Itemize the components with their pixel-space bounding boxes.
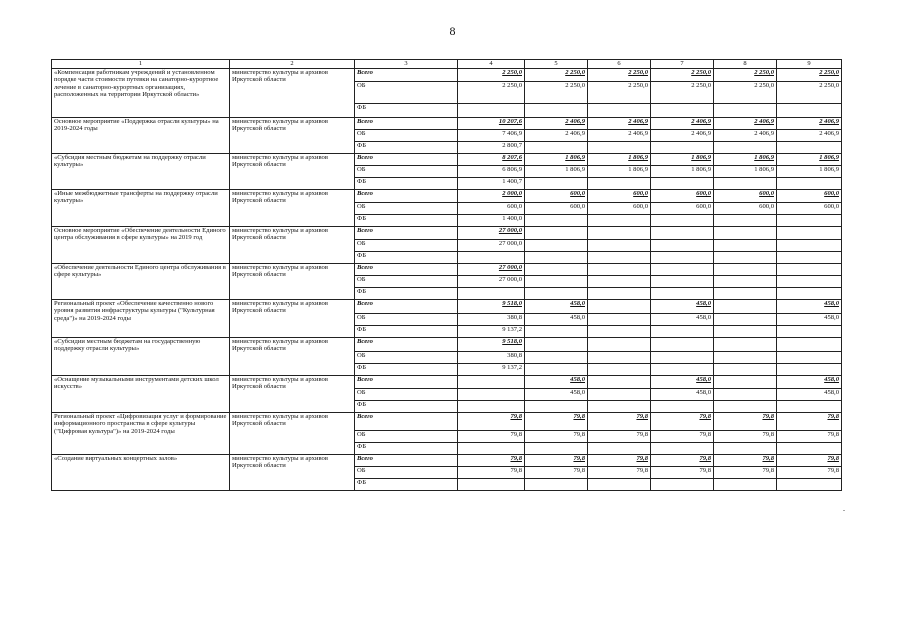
funding-source-cell: ФБ bbox=[355, 141, 458, 153]
amount-cell: 2 250,0 bbox=[714, 68, 777, 81]
funding-source-cell: ФБ bbox=[355, 103, 458, 117]
amount-cell bbox=[777, 263, 842, 275]
amount-cell bbox=[525, 287, 588, 299]
event-name-cell: «Иные межбюджетные трансферты на поддержку отрасли культуры» bbox=[52, 189, 230, 226]
amount-cell bbox=[525, 442, 588, 454]
column-header: 4 bbox=[458, 60, 525, 69]
funding-source-cell: ОБ bbox=[355, 430, 458, 442]
funding-source-cell: ОБ bbox=[355, 239, 458, 251]
funding-source-cell: ОБ bbox=[355, 165, 458, 177]
amount-cell bbox=[588, 375, 651, 388]
amount-cell bbox=[714, 313, 777, 325]
amount-cell bbox=[588, 263, 651, 275]
amount-cell: 79,8 bbox=[777, 466, 842, 478]
amount-cell bbox=[777, 287, 842, 299]
amount-cell: 27 000,0 bbox=[458, 275, 525, 287]
amount-cell: 2 250,0 bbox=[588, 68, 651, 81]
funding-source-cell: ФБ bbox=[355, 287, 458, 299]
amount-cell: 2 250,0 bbox=[458, 81, 525, 103]
amount-cell bbox=[458, 375, 525, 388]
amount-cell: 1 806,9 bbox=[651, 165, 714, 177]
funding-table bbox=[51, 59, 842, 491]
table-row bbox=[52, 189, 842, 202]
amount-cell bbox=[525, 239, 588, 251]
funding-source-cell: ФБ bbox=[355, 325, 458, 337]
amount-cell bbox=[714, 287, 777, 299]
amount-cell: 1 806,9 bbox=[588, 153, 651, 165]
amount-cell bbox=[777, 325, 842, 337]
amount-cell bbox=[651, 442, 714, 454]
event-name-cell: Региональный проект «Цифровизация услуг и формирование информационного пространства в сфере культуры ("Цифровая культура")» на 2019-2024 годы bbox=[52, 412, 230, 454]
amount-cell bbox=[588, 275, 651, 287]
amount-cell: 27 000,0 bbox=[458, 239, 525, 251]
amount-cell bbox=[777, 351, 842, 363]
amount-cell: 2 250,0 bbox=[777, 68, 842, 81]
amount-cell: 79,8 bbox=[588, 430, 651, 442]
header-row bbox=[52, 60, 842, 69]
amount-cell bbox=[458, 400, 525, 412]
amount-cell bbox=[588, 478, 651, 490]
amount-cell: 79,8 bbox=[714, 466, 777, 478]
amount-cell: 9 518,0 bbox=[458, 299, 525, 313]
amount-cell: 1 806,9 bbox=[777, 165, 842, 177]
responsible-org-cell: министерство культуры и архивов Иркутской области bbox=[230, 117, 355, 153]
funding-source-cell: Всего bbox=[355, 226, 458, 239]
amount-cell bbox=[651, 103, 714, 117]
funding-source-cell: ОБ bbox=[355, 313, 458, 325]
responsible-org-cell: министерство культуры и архивов Иркутской области bbox=[230, 454, 355, 490]
amount-cell bbox=[458, 388, 525, 400]
column-header: 8 bbox=[714, 60, 777, 69]
amount-cell bbox=[588, 251, 651, 263]
event-name-cell: «Оснащение музыкальными инструментами детских школ искусств» bbox=[52, 375, 230, 412]
amount-cell: 600,0 bbox=[777, 202, 842, 214]
amount-cell: 1 806,9 bbox=[651, 153, 714, 165]
amount-cell bbox=[714, 251, 777, 263]
amount-cell: 2 250,0 bbox=[777, 81, 842, 103]
responsible-org-cell: министерство культуры и архивов Иркутской области bbox=[230, 412, 355, 454]
amount-cell bbox=[714, 214, 777, 226]
amount-cell: 1 806,9 bbox=[777, 153, 842, 165]
amount-cell: 600,0 bbox=[651, 202, 714, 214]
event-name-cell: «Компенсация работникам учреждений и установленном порядке части стоимости путевки на санаторно-курортное лечение в санаторно-курортных организациях, расположенных на территории Иркутской области» bbox=[52, 68, 230, 117]
amount-cell bbox=[777, 177, 842, 189]
amount-cell bbox=[458, 478, 525, 490]
amount-cell bbox=[588, 287, 651, 299]
amount-cell bbox=[588, 400, 651, 412]
amount-cell: 79,8 bbox=[588, 466, 651, 478]
amount-cell bbox=[777, 239, 842, 251]
column-header: 9 bbox=[777, 60, 842, 69]
amount-cell: 458,0 bbox=[777, 388, 842, 400]
amount-cell bbox=[651, 214, 714, 226]
amount-cell bbox=[777, 214, 842, 226]
amount-cell bbox=[525, 478, 588, 490]
amount-cell bbox=[588, 337, 651, 351]
funding-source-cell: ФБ bbox=[355, 363, 458, 375]
amount-cell bbox=[525, 177, 588, 189]
amount-cell: 1 806,9 bbox=[714, 153, 777, 165]
funding-source-cell: ОБ bbox=[355, 202, 458, 214]
amount-cell bbox=[714, 337, 777, 351]
amount-cell bbox=[458, 251, 525, 263]
responsible-org-cell: министерство культуры и архивов Иркутской области bbox=[230, 189, 355, 226]
amount-cell: 2 250,0 bbox=[458, 68, 525, 81]
column-header: 1 bbox=[52, 60, 230, 69]
event-name-cell: Основное мероприятие «Обеспечение деятельности Единого центра обслуживания в сфере культуры» на 2019 год bbox=[52, 226, 230, 263]
amount-cell: 458,0 bbox=[651, 313, 714, 325]
funding-source-cell: Всего bbox=[355, 263, 458, 275]
amount-cell: 600,0 bbox=[777, 189, 842, 202]
amount-cell: 79,8 bbox=[714, 454, 777, 466]
amount-cell bbox=[588, 388, 651, 400]
table-row bbox=[52, 68, 842, 81]
table-row bbox=[52, 299, 842, 313]
event-name-cell: Региональный проект «Обеспечение качественно нового уровня развития инфраструктуры культуры ("Культурная среда")» на 2019-2024 годы bbox=[52, 299, 230, 337]
table-row bbox=[52, 375, 842, 388]
responsible-org-cell: министерство культуры и архивов Иркутской области bbox=[230, 68, 355, 117]
amount-cell: 27 000,0 bbox=[458, 226, 525, 239]
amount-cell bbox=[588, 351, 651, 363]
amount-cell bbox=[588, 239, 651, 251]
event-name-cell: «Субсидии местным бюджетам на государственную поддержку отрасли культуры» bbox=[52, 337, 230, 375]
amount-cell bbox=[651, 141, 714, 153]
amount-cell: 458,0 bbox=[525, 375, 588, 388]
amount-cell: 2 250,0 bbox=[651, 81, 714, 103]
amount-cell: 2 000,0 bbox=[458, 189, 525, 202]
amount-cell bbox=[588, 141, 651, 153]
amount-cell bbox=[588, 442, 651, 454]
amount-cell: 8 207,6 bbox=[458, 153, 525, 165]
amount-cell: 2 406,9 bbox=[714, 129, 777, 141]
amount-cell: 79,8 bbox=[458, 412, 525, 430]
amount-cell: 2 406,9 bbox=[588, 117, 651, 129]
amount-cell: 79,8 bbox=[525, 466, 588, 478]
event-name-cell: «Обеспечение деятельности Единого центра обслуживания в сфере культуры» bbox=[52, 263, 230, 299]
amount-cell: 458,0 bbox=[777, 299, 842, 313]
amount-cell bbox=[458, 287, 525, 299]
amount-cell bbox=[777, 226, 842, 239]
amount-cell bbox=[588, 226, 651, 239]
amount-cell bbox=[651, 400, 714, 412]
amount-cell: 2 406,9 bbox=[777, 129, 842, 141]
amount-cell bbox=[525, 337, 588, 351]
responsible-org-cell: министерство культуры и архивов Иркутской области bbox=[230, 299, 355, 337]
amount-cell bbox=[651, 263, 714, 275]
amount-cell: 2 406,9 bbox=[651, 129, 714, 141]
event-name-cell: Основное мероприятие «Поддержка отрасли культуры» на 2019-2024 годы bbox=[52, 117, 230, 153]
amount-cell bbox=[777, 337, 842, 351]
amount-cell bbox=[714, 478, 777, 490]
funding-source-cell: ОБ bbox=[355, 466, 458, 478]
funding-source-cell: ФБ bbox=[355, 251, 458, 263]
amount-cell: 1 806,9 bbox=[525, 153, 588, 165]
amount-cell bbox=[651, 177, 714, 189]
amount-cell bbox=[714, 363, 777, 375]
amount-cell bbox=[714, 299, 777, 313]
page-number: 8 bbox=[449, 24, 456, 38]
amount-cell: 79,8 bbox=[458, 454, 525, 466]
responsible-org-cell: министерство культуры и архивов Иркутской области bbox=[230, 263, 355, 299]
amount-cell bbox=[525, 103, 588, 117]
amount-cell bbox=[777, 103, 842, 117]
amount-cell bbox=[651, 351, 714, 363]
amount-cell bbox=[525, 214, 588, 226]
table-row bbox=[52, 454, 842, 466]
amount-cell bbox=[525, 263, 588, 275]
amount-cell: 79,8 bbox=[651, 430, 714, 442]
amount-cell bbox=[588, 177, 651, 189]
funding-source-cell: ФБ bbox=[355, 400, 458, 412]
funding-source-cell: ФБ bbox=[355, 442, 458, 454]
amount-cell bbox=[777, 363, 842, 375]
amount-cell bbox=[777, 478, 842, 490]
amount-cell: 600,0 bbox=[714, 189, 777, 202]
funding-source-cell: ОБ bbox=[355, 351, 458, 363]
table-row bbox=[52, 412, 842, 430]
amount-cell: 1 400,0 bbox=[458, 214, 525, 226]
amount-cell bbox=[777, 251, 842, 263]
amount-cell bbox=[651, 337, 714, 351]
amount-cell: 600,0 bbox=[525, 202, 588, 214]
amount-cell bbox=[458, 442, 525, 454]
amount-cell: 9 137,2 bbox=[458, 325, 525, 337]
amount-cell: 600,0 bbox=[714, 202, 777, 214]
amount-cell: 79,8 bbox=[651, 466, 714, 478]
amount-cell: 458,0 bbox=[651, 299, 714, 313]
funding-source-cell: Всего bbox=[355, 68, 458, 81]
amount-cell bbox=[714, 325, 777, 337]
amount-cell: 79,8 bbox=[458, 466, 525, 478]
amount-cell bbox=[588, 103, 651, 117]
amount-cell bbox=[525, 325, 588, 337]
amount-cell bbox=[651, 478, 714, 490]
amount-cell: 79,8 bbox=[777, 412, 842, 430]
amount-cell bbox=[714, 351, 777, 363]
funding-source-cell: Всего bbox=[355, 375, 458, 388]
responsible-org-cell: министерство культуры и архивов Иркутской области bbox=[230, 226, 355, 263]
table-body bbox=[52, 68, 842, 490]
amount-cell bbox=[714, 226, 777, 239]
amount-cell: 79,8 bbox=[777, 430, 842, 442]
table-row bbox=[52, 263, 842, 275]
amount-cell: 79,8 bbox=[458, 430, 525, 442]
amount-cell: 1 806,9 bbox=[525, 165, 588, 177]
amount-cell bbox=[651, 251, 714, 263]
amount-cell: 458,0 bbox=[651, 375, 714, 388]
amount-cell: 79,8 bbox=[714, 430, 777, 442]
amount-cell: 79,8 bbox=[777, 454, 842, 466]
amount-cell bbox=[777, 141, 842, 153]
funding-source-cell: ОБ bbox=[355, 81, 458, 103]
amount-cell: 2 406,9 bbox=[714, 117, 777, 129]
funding-source-cell: Всего bbox=[355, 153, 458, 165]
amount-cell bbox=[714, 103, 777, 117]
amount-cell bbox=[525, 351, 588, 363]
amount-cell: 79,8 bbox=[525, 454, 588, 466]
amount-cell bbox=[651, 226, 714, 239]
amount-cell bbox=[525, 400, 588, 412]
funding-source-cell: ОБ bbox=[355, 129, 458, 141]
amount-cell bbox=[714, 388, 777, 400]
amount-cell: 600,0 bbox=[588, 202, 651, 214]
amount-cell bbox=[714, 177, 777, 189]
table-row bbox=[52, 153, 842, 165]
amount-cell: 79,8 bbox=[714, 412, 777, 430]
funding-source-cell: Всего bbox=[355, 412, 458, 430]
column-header: 7 bbox=[651, 60, 714, 69]
amount-cell: 458,0 bbox=[777, 313, 842, 325]
table-row bbox=[52, 337, 842, 351]
amount-cell bbox=[588, 214, 651, 226]
amount-cell bbox=[525, 275, 588, 287]
funding-source-cell: ФБ bbox=[355, 177, 458, 189]
amount-cell: 2 250,0 bbox=[525, 68, 588, 81]
event-name-cell: «Создание виртуальных концертных залов» bbox=[52, 454, 230, 490]
amount-cell bbox=[588, 325, 651, 337]
amount-cell: 2 250,0 bbox=[588, 81, 651, 103]
amount-cell bbox=[651, 325, 714, 337]
funding-source-cell: ОБ bbox=[355, 275, 458, 287]
funding-source-cell: Всего bbox=[355, 454, 458, 466]
amount-cell: 2 250,0 bbox=[714, 81, 777, 103]
amount-cell: 2 406,9 bbox=[588, 129, 651, 141]
funding-source-cell: Всего bbox=[355, 299, 458, 313]
amount-cell: 458,0 bbox=[777, 375, 842, 388]
amount-cell: 458,0 bbox=[525, 299, 588, 313]
amount-cell bbox=[714, 263, 777, 275]
amount-cell: 9 137,2 bbox=[458, 363, 525, 375]
amount-cell: 458,0 bbox=[525, 313, 588, 325]
amount-cell: 79,8 bbox=[651, 412, 714, 430]
amount-cell bbox=[651, 239, 714, 251]
funding-source-cell: ОБ bbox=[355, 388, 458, 400]
amount-cell: 6 806,9 bbox=[458, 165, 525, 177]
column-header: 3 bbox=[355, 60, 458, 69]
amount-cell: 79,8 bbox=[588, 412, 651, 430]
amount-cell: 2 406,9 bbox=[525, 129, 588, 141]
amount-cell: 9 518,0 bbox=[458, 337, 525, 351]
amount-cell bbox=[714, 239, 777, 251]
amount-cell: 1 400,7 bbox=[458, 177, 525, 189]
column-header: 5 bbox=[525, 60, 588, 69]
amount-cell: 79,8 bbox=[525, 412, 588, 430]
amount-cell: 2 800,7 bbox=[458, 141, 525, 153]
amount-cell bbox=[651, 363, 714, 375]
amount-cell bbox=[525, 141, 588, 153]
amount-cell: 600,0 bbox=[588, 189, 651, 202]
amount-cell: 2 406,9 bbox=[651, 117, 714, 129]
amount-cell: 600,0 bbox=[651, 189, 714, 202]
amount-cell: 2 406,9 bbox=[525, 117, 588, 129]
funding-source-cell: Всего bbox=[355, 117, 458, 129]
event-name-cell: «Субсидия местным бюджетам на поддержку отрасли культуры» bbox=[52, 153, 230, 189]
amount-cell: 79,8 bbox=[651, 454, 714, 466]
column-header: 2 bbox=[230, 60, 355, 69]
responsible-org-cell: министерство культуры и архивов Иркутской области bbox=[230, 153, 355, 189]
amount-cell bbox=[458, 103, 525, 117]
amount-cell bbox=[525, 251, 588, 263]
trailing-mark: . bbox=[843, 504, 845, 513]
amount-cell: 2 250,0 bbox=[651, 68, 714, 81]
amount-cell: 380,8 bbox=[458, 351, 525, 363]
responsible-org-cell: министерство культуры и архивов Иркутской области bbox=[230, 337, 355, 375]
amount-cell bbox=[588, 313, 651, 325]
amount-cell: 1 806,9 bbox=[588, 165, 651, 177]
table-row bbox=[52, 117, 842, 129]
amount-cell: 458,0 bbox=[651, 388, 714, 400]
table-row bbox=[52, 226, 842, 239]
amount-cell bbox=[525, 226, 588, 239]
amount-cell: 458,0 bbox=[525, 388, 588, 400]
amount-cell bbox=[777, 400, 842, 412]
amount-cell bbox=[588, 299, 651, 313]
amount-cell bbox=[714, 442, 777, 454]
amount-cell: 2 250,0 bbox=[525, 81, 588, 103]
amount-cell: 600,0 bbox=[458, 202, 525, 214]
amount-cell: 380,8 bbox=[458, 313, 525, 325]
amount-cell bbox=[714, 275, 777, 287]
amount-cell bbox=[714, 375, 777, 388]
funding-source-cell: ФБ bbox=[355, 214, 458, 226]
amount-cell: 2 406,9 bbox=[777, 117, 842, 129]
responsible-org-cell: министерство культуры и архивов Иркутской области bbox=[230, 375, 355, 412]
amount-cell bbox=[714, 400, 777, 412]
amount-cell: 600,0 bbox=[525, 189, 588, 202]
amount-cell bbox=[525, 363, 588, 375]
amount-cell bbox=[777, 275, 842, 287]
amount-cell bbox=[714, 141, 777, 153]
amount-cell: 79,8 bbox=[588, 454, 651, 466]
amount-cell: 79,8 bbox=[525, 430, 588, 442]
funding-source-cell: Всего bbox=[355, 337, 458, 351]
funding-source-cell: Всего bbox=[355, 189, 458, 202]
amount-cell: 1 806,9 bbox=[714, 165, 777, 177]
amount-cell bbox=[651, 287, 714, 299]
amount-cell bbox=[651, 275, 714, 287]
amount-cell: 10 207,6 bbox=[458, 117, 525, 129]
funding-source-cell: ФБ bbox=[355, 478, 458, 490]
amount-cell bbox=[777, 442, 842, 454]
amount-cell bbox=[588, 363, 651, 375]
amount-cell: 7 406,9 bbox=[458, 129, 525, 141]
amount-cell: 27 000,0 bbox=[458, 263, 525, 275]
column-header: 6 bbox=[588, 60, 651, 69]
